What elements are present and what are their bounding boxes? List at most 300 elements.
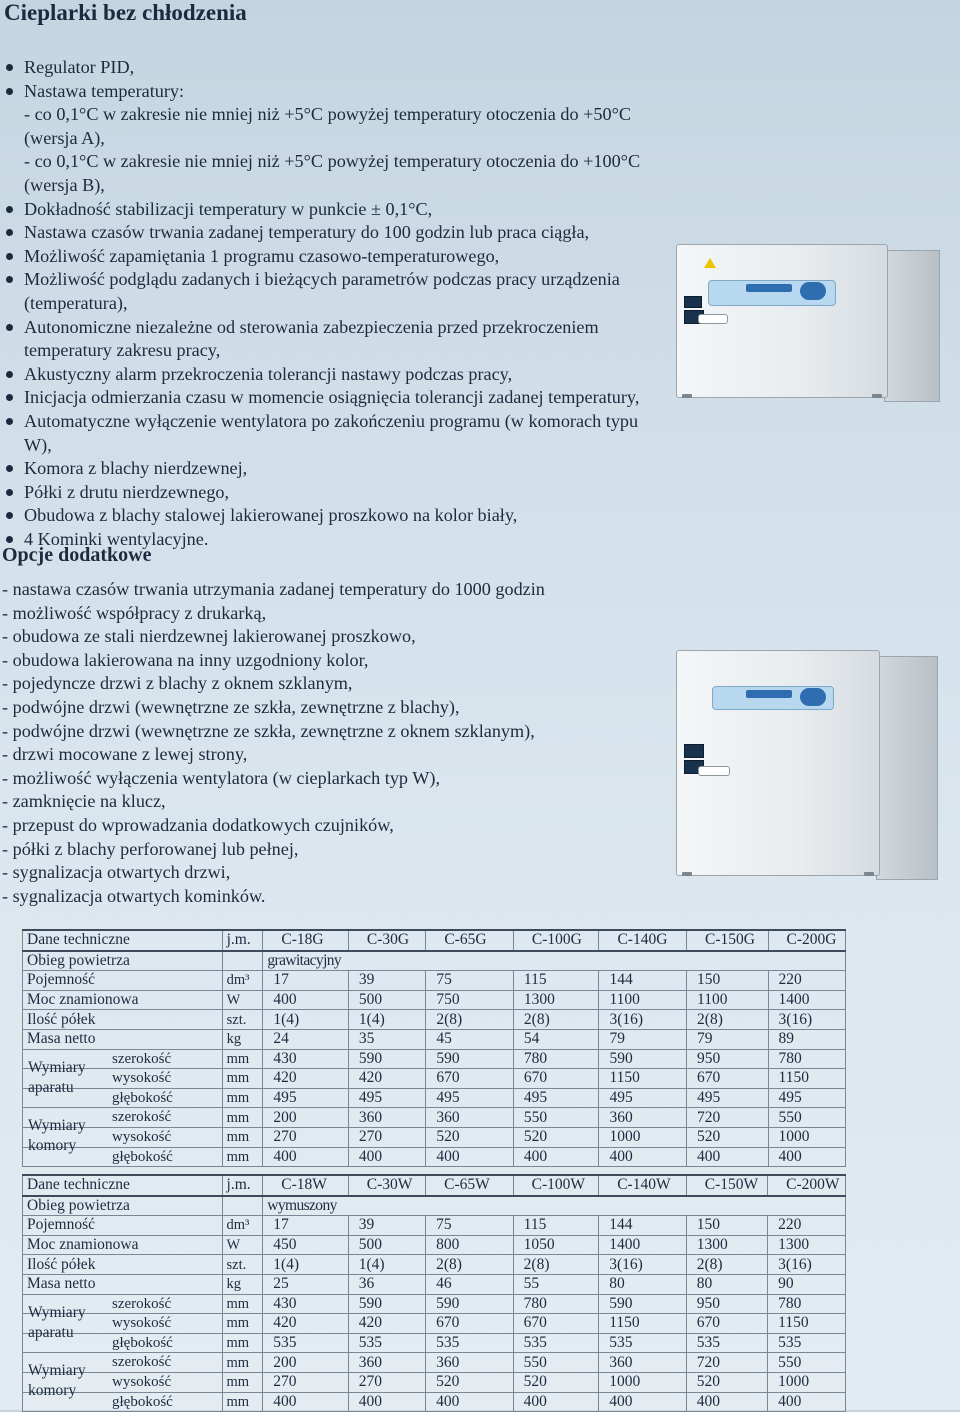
table-cell: 360 [348, 1353, 425, 1373]
feature-subitem [4, 103, 664, 150]
table-cell: 39 [348, 971, 425, 991]
option-item: - podwójne drzwi (wewnętrzne ze szkła, zewnętrzne z blachy), [2, 696, 460, 717]
table-cell: 45 [426, 1029, 514, 1049]
table-cell: 1(4) [263, 1255, 349, 1275]
table-row [23, 1108, 846, 1128]
empty-cell [222, 951, 263, 971]
table-cell: 670 [687, 1069, 768, 1089]
table-cell: 400 [687, 1147, 768, 1167]
table-cell: 3(16) [768, 1010, 845, 1030]
table-cell: 590 [599, 1049, 687, 1069]
row-label: Obieg powietrza [23, 951, 223, 971]
spec-table-gravity [22, 929, 846, 1167]
table-cell: 2(8) [687, 1010, 768, 1030]
table-cell: 590 [426, 1049, 514, 1069]
table-cell: 1150 [768, 1314, 846, 1334]
table-cell: 1100 [687, 990, 768, 1010]
bullet-icon [6, 229, 13, 236]
table-cell: 550 [768, 1108, 845, 1128]
table-cell: 24 [263, 1029, 349, 1049]
table-cell: 400 [426, 1392, 514, 1412]
feature-item [4, 410, 664, 457]
table-cell: 950 [686, 1294, 767, 1314]
bullet-icon [6, 206, 13, 213]
table-row [23, 1029, 846, 1049]
dimension-label: głębokość [112, 1089, 173, 1106]
feature-item [4, 316, 664, 363]
table-row [23, 1010, 846, 1030]
group-cell-inner [23, 1128, 222, 1147]
feature-text: Możliwość zapamiętania 1 programu czasowo-temperaturowego, [24, 245, 500, 266]
table-cell: 670 [426, 1314, 514, 1334]
group-label-slot [23, 1373, 106, 1392]
table-cell: 3(16) [599, 1255, 687, 1275]
group-cell-inner [23, 1069, 222, 1088]
header-model: C-30G [348, 930, 425, 951]
table-cell: 720 [686, 1353, 767, 1373]
table-cell: 79 [687, 1029, 768, 1049]
row-unit: mm [222, 1108, 263, 1128]
header-label: Dane techniczne [23, 930, 223, 951]
empty-cell [222, 1196, 263, 1216]
group-label: Wymiary aparatu [28, 1303, 86, 1341]
group-label-cell [23, 1314, 223, 1334]
row-unit: dm³ [222, 971, 263, 991]
option-item: - nastawa czasów trwania utrzymania zadanej temperatury do 1000 godzin [2, 579, 545, 599]
table-cell: 1300 [768, 1235, 846, 1255]
table-cell: 495 [687, 1088, 768, 1108]
row-unit: mm [222, 1372, 263, 1392]
group-label: Wymiary aparatu [28, 1058, 86, 1096]
table-cell: 2(8) [513, 1010, 599, 1030]
table-cell: 670 [513, 1314, 599, 1334]
row-unit: mm [222, 1069, 263, 1089]
table-cell: 200 [263, 1108, 349, 1128]
feature-item [4, 363, 664, 387]
table-cell: 430 [263, 1294, 349, 1314]
row-unit: W [222, 990, 263, 1010]
table-cell: 400 [686, 1392, 767, 1412]
option-item: - sygnalizacja otwartych drzwi, [2, 862, 231, 883]
row-unit: mm [222, 1333, 263, 1353]
group-label-cell [23, 1147, 223, 1167]
bullet-icon [6, 512, 13, 519]
table-row [23, 1235, 846, 1255]
table-row [23, 1392, 846, 1412]
table-cell: 1000 [768, 1127, 845, 1147]
table-cell: 144 [599, 1216, 687, 1236]
table-cell: 420 [348, 1314, 425, 1334]
header-unit: j.m. [222, 1175, 263, 1196]
dimension-label: wysokość [112, 1070, 172, 1087]
feature-text: Inicjacja odmierzania czasu w momencie osiągnięcia tolerancji zadanej temperatury, [24, 387, 640, 408]
feature-item [4, 56, 664, 80]
table-cell: 17 [263, 971, 349, 991]
page-title: Cieplarki bez chłodzenia [4, 0, 247, 25]
table-cell: 3(16) [599, 1010, 687, 1030]
header-model: C-18W [263, 1175, 349, 1196]
option-item: - sygnalizacja otwartych kominków. [2, 885, 266, 906]
table-cell: 360 [599, 1353, 687, 1373]
row-label: Obieg powietrza [23, 1196, 223, 1216]
group-label-cell [23, 1088, 223, 1108]
option-item: - pojedyncze drzwi z blachy z oknem szklanym, [2, 673, 353, 694]
option-item: - zamknięcie na klucz, [2, 791, 166, 812]
row-label: Ilość półek [23, 1010, 223, 1030]
row-unit: mm [222, 1314, 263, 1334]
bullet-icon [6, 64, 13, 71]
table-cell: 54 [513, 1029, 599, 1049]
feature-text: Automatyczne wyłączenie wentylatora po zakończeniu programu (w komorach typu W), [24, 410, 639, 455]
table-cell: 1100 [599, 990, 687, 1010]
option-item: - możliwość wyłączenia wentylatora (w cieplarkach typ W), [2, 767, 441, 788]
row-label: Masa netto [23, 1274, 223, 1294]
table-cell: 270 [348, 1372, 425, 1392]
bullet-icon [6, 371, 13, 378]
row-label: Masa netto [23, 1029, 223, 1049]
header-label: Dane techniczne [23, 1175, 223, 1196]
table-cell: 1000 [768, 1372, 846, 1392]
group-label: Wymiary komory [28, 1117, 86, 1155]
table-cell: 360 [348, 1108, 425, 1128]
bullet-icon [6, 418, 13, 425]
table-cell: 2(8) [426, 1010, 514, 1030]
table-row [23, 1147, 846, 1167]
table-cell: 2(8) [686, 1255, 767, 1275]
table-cell: 115 [513, 971, 599, 991]
table-cell: 495 [426, 1088, 514, 1108]
table-cell: 430 [263, 1049, 349, 1069]
dimension-label: wysokość [112, 1315, 172, 1332]
table-row [23, 951, 846, 971]
table-cell: 144 [599, 971, 687, 991]
table-cell: 550 [513, 1108, 599, 1128]
table-cell: 520 [426, 1127, 514, 1147]
table-row [23, 1216, 846, 1236]
table-cell: 2(8) [426, 1255, 514, 1275]
row-unit: mm [222, 1353, 263, 1373]
table-cell: 1300 [513, 990, 599, 1010]
table-cell: 500 [348, 1235, 425, 1255]
table-cell: 420 [348, 1069, 425, 1089]
table-cell: 535 [599, 1333, 687, 1353]
table-cell: 115 [513, 1216, 599, 1236]
table-cell: 400 [599, 1392, 687, 1412]
table-cell: 1150 [599, 1069, 687, 1089]
table-cell: 1050 [513, 1235, 599, 1255]
incubator-small-image [676, 244, 946, 404]
row-unit: kg [222, 1029, 263, 1049]
table-cell: 495 [348, 1088, 425, 1108]
header-model: C-100W [513, 1175, 599, 1196]
header-model: C-200G [768, 930, 845, 951]
table-header-row [23, 930, 846, 951]
feature-text: Autonomiczne niezależne od sterowania zabezpieczenia przed przekroczeniem temperatury zakresu pracy, [24, 316, 599, 361]
table-cell: 2(8) [513, 1255, 599, 1275]
table-cell: 420 [263, 1069, 349, 1089]
group-cell-inner [23, 1314, 222, 1333]
table-cell: 90 [768, 1274, 846, 1294]
row-unit: W [222, 1235, 263, 1255]
table-cell: 520 [513, 1372, 599, 1392]
table-cell: 590 [599, 1294, 687, 1314]
table-cell: 400 [263, 990, 349, 1010]
table-cell: 780 [768, 1294, 846, 1314]
row-unit: mm [222, 1392, 263, 1412]
table-cell: 400 [263, 1392, 349, 1412]
option-item: - półki z blachy perforowanej lub pełnej, [2, 838, 299, 859]
row-unit: mm [222, 1088, 263, 1108]
table-cell: 535 [513, 1333, 599, 1353]
feature-text: - co 0,1°C w zakresie nie mniej niż +5°C powyżej temperatury otoczenia do +50°C (wersja A), [24, 104, 631, 148]
table-cell: 200 [263, 1353, 349, 1373]
table-cell: 535 [348, 1333, 425, 1353]
table-cell: 400 [513, 1147, 599, 1167]
table-cell: 535 [768, 1333, 846, 1353]
table-cell: 420 [263, 1314, 349, 1334]
airflow-value: wymuszony [263, 1196, 846, 1216]
table-row [23, 1372, 846, 1392]
feature-item [4, 80, 664, 104]
feature-text: 4 Kominki wentylacyjne. [24, 528, 209, 549]
incubator-large-image [676, 650, 946, 882]
options-list [2, 578, 662, 908]
table-row [23, 971, 846, 991]
table-cell: 550 [768, 1353, 846, 1373]
feature-item [4, 221, 664, 245]
feature-text: - co 0,1°C w zakresie nie mniej niż +5°C powyżej temperatury otoczenia do +100°C (wersja B), [24, 151, 641, 195]
feature-text: Dokładność stabilizacji temperatury w punkcie ± 0,1°C, [24, 198, 433, 219]
group-cell-inner [23, 1148, 222, 1167]
feature-item [4, 245, 664, 269]
spec-table-forced [22, 1174, 846, 1412]
table-cell: 535 [426, 1333, 514, 1353]
bullet-icon [6, 394, 13, 401]
table-cell: 400 [348, 1147, 425, 1167]
group-label-slot [23, 1128, 106, 1147]
options-title: Opcje dodatkowe [2, 544, 152, 566]
table-cell: 75 [426, 971, 514, 991]
row-unit: mm [222, 1049, 263, 1069]
table-cell: 400 [348, 1392, 425, 1412]
table-cell: 400 [513, 1392, 599, 1412]
table-cell: 220 [768, 1216, 846, 1236]
group-cell-inner [23, 1393, 222, 1412]
group-label-slot [23, 1314, 106, 1333]
feature-list [4, 56, 664, 551]
group-label-slot [23, 1148, 106, 1167]
table-cell: 720 [687, 1108, 768, 1128]
table-row [23, 1127, 846, 1147]
option-item: - podwójne drzwi (wewnętrzne ze szkła, zewnętrzne z oknem szklanym), [2, 720, 535, 741]
table-cell: 495 [768, 1088, 845, 1108]
dimension-label: szerokość [112, 1109, 172, 1126]
table-row [23, 1353, 846, 1373]
table-cell: 25 [263, 1274, 349, 1294]
header-model: C-100G [513, 930, 599, 951]
table-cell: 950 [687, 1049, 768, 1069]
header-model: C-150G [687, 930, 768, 951]
dimension-label: szerokość [112, 1295, 172, 1312]
option-item: - obudowa lakierowana na inny uzgodniony kolor, [2, 649, 369, 670]
dimension-label: wysokość [112, 1373, 172, 1390]
group-label-slot [23, 1089, 106, 1108]
group-label-slot [23, 1050, 106, 1096]
table-cell: 750 [426, 990, 514, 1010]
row-label: Ilość półek [23, 1255, 223, 1275]
table-cell: 1000 [599, 1372, 687, 1392]
table-cell: 670 [686, 1314, 767, 1334]
table-cell: 1400 [599, 1235, 687, 1255]
table-row [23, 1333, 846, 1353]
feature-subitem [4, 150, 664, 197]
table-header-row [23, 1175, 846, 1196]
group-label: Wymiary komory [28, 1362, 86, 1400]
table-cell: 1300 [686, 1235, 767, 1255]
feature-text: Komora z blachy nierdzewnej, [24, 458, 248, 479]
group-cell-inner [23, 1373, 222, 1392]
group-label-slot [23, 1334, 106, 1353]
dimension-label: głębokość [112, 1393, 173, 1410]
table-cell: 590 [426, 1294, 514, 1314]
table-cell: 17 [263, 1216, 349, 1236]
airflow-value: grawitacyjny [263, 951, 846, 971]
table-cell: 89 [768, 1029, 845, 1049]
dimension-label: szerokość [112, 1354, 172, 1371]
dimension-label: głębokość [112, 1334, 173, 1351]
table-cell: 780 [513, 1294, 599, 1314]
table-cell: 150 [686, 1216, 767, 1236]
feature-text: Akustyczny alarm przekroczenia tolerancji nastawy podczas pracy, [24, 363, 513, 384]
row-unit: mm [222, 1147, 263, 1167]
table-cell: 800 [426, 1235, 514, 1255]
table-cell: 780 [513, 1049, 599, 1069]
bullet-icon [6, 489, 13, 496]
table-cell: 1000 [599, 1127, 687, 1147]
table-row [23, 990, 846, 1010]
table-cell: 79 [599, 1029, 687, 1049]
feature-item [4, 268, 664, 315]
table-cell: 1(4) [263, 1010, 349, 1030]
table-cell: 55 [513, 1274, 599, 1294]
group-label-cell [23, 1333, 223, 1353]
table-cell: 400 [263, 1147, 349, 1167]
table-row [23, 1274, 846, 1294]
table-row [23, 1069, 846, 1089]
table-row [23, 1294, 846, 1314]
table-cell: 1(4) [348, 1010, 425, 1030]
table-row [23, 1049, 846, 1069]
table-cell: 520 [426, 1372, 514, 1392]
group-label-slot [23, 1393, 106, 1412]
table-cell: 220 [768, 971, 845, 991]
group-cell-inner [23, 1334, 222, 1353]
table-cell: 670 [513, 1069, 599, 1089]
group-label-cell [23, 1392, 223, 1412]
table-cell: 270 [263, 1372, 349, 1392]
option-item: - możliwość współpracy z drukarką, [2, 602, 267, 623]
header-model: C-30W [348, 1175, 425, 1196]
feature-item [4, 198, 664, 222]
header-model: C-65W [426, 1175, 514, 1196]
table-cell: 400 [768, 1392, 846, 1412]
table-cell: 35 [348, 1029, 425, 1049]
table-cell: 80 [599, 1274, 687, 1294]
header-model: C-140G [599, 930, 687, 951]
row-label: Pojemność [23, 1216, 223, 1236]
row-unit: kg [222, 1274, 263, 1294]
table-cell: 36 [348, 1274, 425, 1294]
table-cell: 550 [513, 1353, 599, 1373]
table-cell: 270 [348, 1127, 425, 1147]
header-model: C-140W [599, 1175, 687, 1196]
table-cell: 360 [426, 1108, 514, 1128]
table-cell: 75 [426, 1216, 514, 1236]
table-cell: 535 [263, 1333, 349, 1353]
table-cell: 495 [599, 1088, 687, 1108]
table-cell: 400 [768, 1147, 845, 1167]
bullet-icon [6, 465, 13, 472]
option-item: - obudowa ze stali nierdzewnej lakierowanej proszkowo, [2, 626, 416, 647]
feature-item [4, 504, 664, 528]
header-model: C-65G [426, 930, 514, 951]
group-label-cell [23, 1372, 223, 1392]
header-model: C-200W [768, 1175, 846, 1196]
group-cell-inner [23, 1089, 222, 1108]
table-cell: 520 [686, 1372, 767, 1392]
header-model: C-18G [263, 930, 349, 951]
table-cell: 590 [348, 1294, 425, 1314]
table-cell: 360 [599, 1108, 687, 1128]
table-cell: 270 [263, 1127, 349, 1147]
row-unit: szt. [222, 1255, 263, 1275]
dimension-label: szerokość [112, 1050, 172, 1067]
group-label-slot [23, 1108, 106, 1155]
row-unit: szt. [222, 1010, 263, 1030]
group-label-slot [23, 1353, 106, 1400]
table-cell: 1150 [599, 1314, 687, 1334]
table-cell: 495 [513, 1088, 599, 1108]
option-item: - drzwi mocowane z lewej strony, [2, 744, 248, 765]
dimension-label: głębokość [112, 1148, 173, 1165]
feature-item [4, 457, 664, 481]
dimension-label: wysokość [112, 1128, 172, 1145]
table-cell: 590 [348, 1049, 425, 1069]
table-cell: 1400 [768, 990, 845, 1010]
table-row [23, 1314, 846, 1334]
row-label: Moc znamionowa [23, 1235, 223, 1255]
row-label: Pojemność [23, 971, 223, 991]
table-cell: 450 [263, 1235, 349, 1255]
option-item: - przepust do wprowadzania dodatkowych czujników, [2, 814, 394, 835]
feature-text: Regulator PID, [24, 57, 135, 77]
row-unit: mm [222, 1294, 263, 1314]
table-cell: 1150 [768, 1069, 845, 1089]
feature-text: Możliwość podglądu zadanych i bieżących parametrów podczas pracy urządzenia (temperatura), [24, 269, 620, 313]
row-unit: dm³ [222, 1216, 263, 1236]
bullet-icon [6, 536, 13, 543]
table-row [23, 1255, 846, 1275]
header-unit: j.m. [222, 930, 263, 951]
table-cell: 495 [263, 1088, 349, 1108]
table-cell: 360 [426, 1353, 514, 1373]
bullet-icon [6, 253, 13, 260]
feature-text: Nastawa temperatury: [24, 80, 185, 101]
table-cell: 80 [686, 1274, 767, 1294]
group-label-slot [23, 1295, 106, 1341]
table-cell: 670 [426, 1069, 514, 1089]
header-model: C-150W [686, 1175, 767, 1196]
